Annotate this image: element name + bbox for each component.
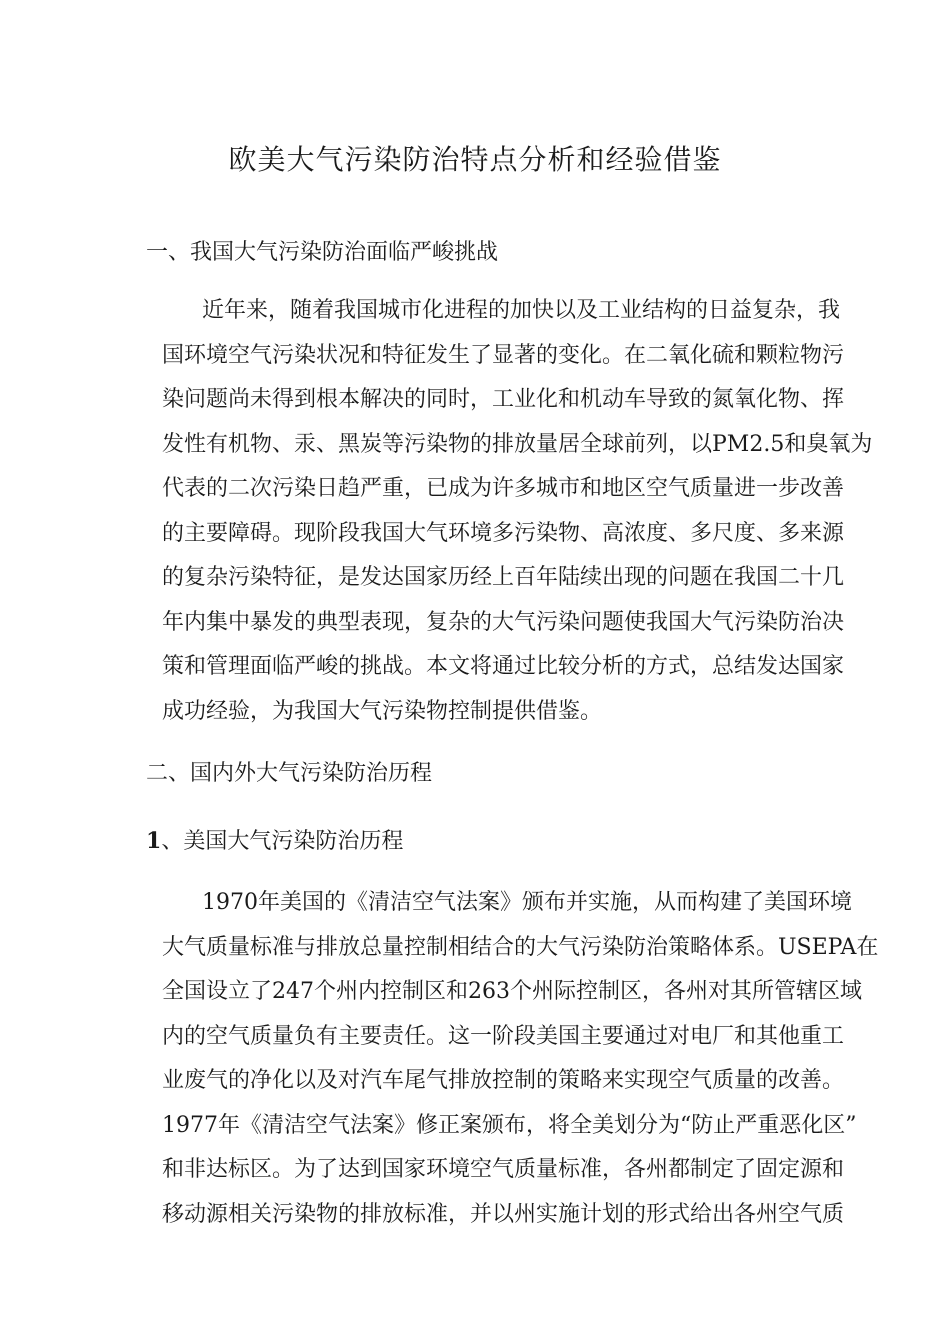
document-title: 欧美大气污染防治特点分析和经验借鉴 — [228, 143, 722, 176]
paragraph-line: 大气质量标准与排放总量控制相结合的大气污染防治策略体系。USEPA在 — [162, 934, 879, 960]
paragraph-line: 业废气的净化以及对汽车尾气排放控制的策略来实现空气质量的改善。 — [162, 1068, 845, 1093]
section-1-heading: 一、我国大气污染防治面临严峻挑战 — [146, 240, 499, 265]
paragraph-line: 1977年《清洁空气法案》修正案颁布，将全美划分为“防止严重恶化区” — [162, 1112, 857, 1138]
paragraph-line: 成功经验，为我国大气污染物控制提供借鉴。 — [162, 698, 603, 724]
paragraph-line: 策和管理面临严峻的挑战。本文将通过比较分析的方式，总结发达国家 — [162, 654, 845, 679]
paragraph-line: 近年来，随着我国城市化进程的加快以及工业结构的日益复杂，我 — [202, 298, 841, 323]
paragraph-line: 1970年美国的《清洁空气法案》颁布并实施，从而构建了美国环境 — [202, 890, 852, 915]
paragraph-line: 的复杂污染特征，是发达国家历经上百年陆续出现的问题在我国二十几 — [162, 565, 845, 590]
paragraph-line: 染问题尚未得到根本解决的同时，工业化和机动车导致的氮氧化物、挥 — [162, 387, 845, 412]
paragraph-line: 国环境空气污染状况和特征发生了显著的变化。在二氧化硫和颗粒物污 — [162, 342, 845, 368]
subsection-1-paragraph — [162, 881, 879, 1237]
section-2-heading: 二、国内外大气污染防治历程 — [146, 761, 433, 786]
subsection-title: 、美国大气污染防治历程 — [161, 829, 404, 854]
subsection-number: 1 — [146, 828, 162, 854]
paragraph-line: 内的空气质量负有主要责任。这一阶段美国主要通过对电厂和其他重工 — [162, 1023, 845, 1049]
paragraph-line: 全国设立了247个州内控制区和263个州际控制区，各州对其所管辖区域 — [162, 979, 862, 1004]
section-1-paragraph — [162, 289, 873, 734]
subsection-1-heading — [146, 825, 403, 858]
paragraph-line: 移动源相关污染物的排放标准，并以州实施计划的形式给出各州空气质 — [162, 1201, 845, 1227]
paragraph-line: 的主要障碍。现阶段我国大气环境多污染物、高浓度、多尺度、多来源 — [162, 520, 845, 546]
paragraph-line: 年内集中暴发的典型表现，复杂的大气污染问题使我国大气污染防治决 — [162, 609, 845, 635]
paragraph-line: 发性有机物、汞、黑炭等污染物的排放量居全球前列，以PM2.5和臭氧为 — [162, 431, 873, 457]
paragraph-line: 代表的二次污染日趋严重，已成为许多城市和地区空气质量进一步改善 — [162, 476, 845, 501]
paragraph-line: 和非达标区。为了达到国家环境空气质量标准，各州都制定了固定源和 — [162, 1157, 845, 1182]
